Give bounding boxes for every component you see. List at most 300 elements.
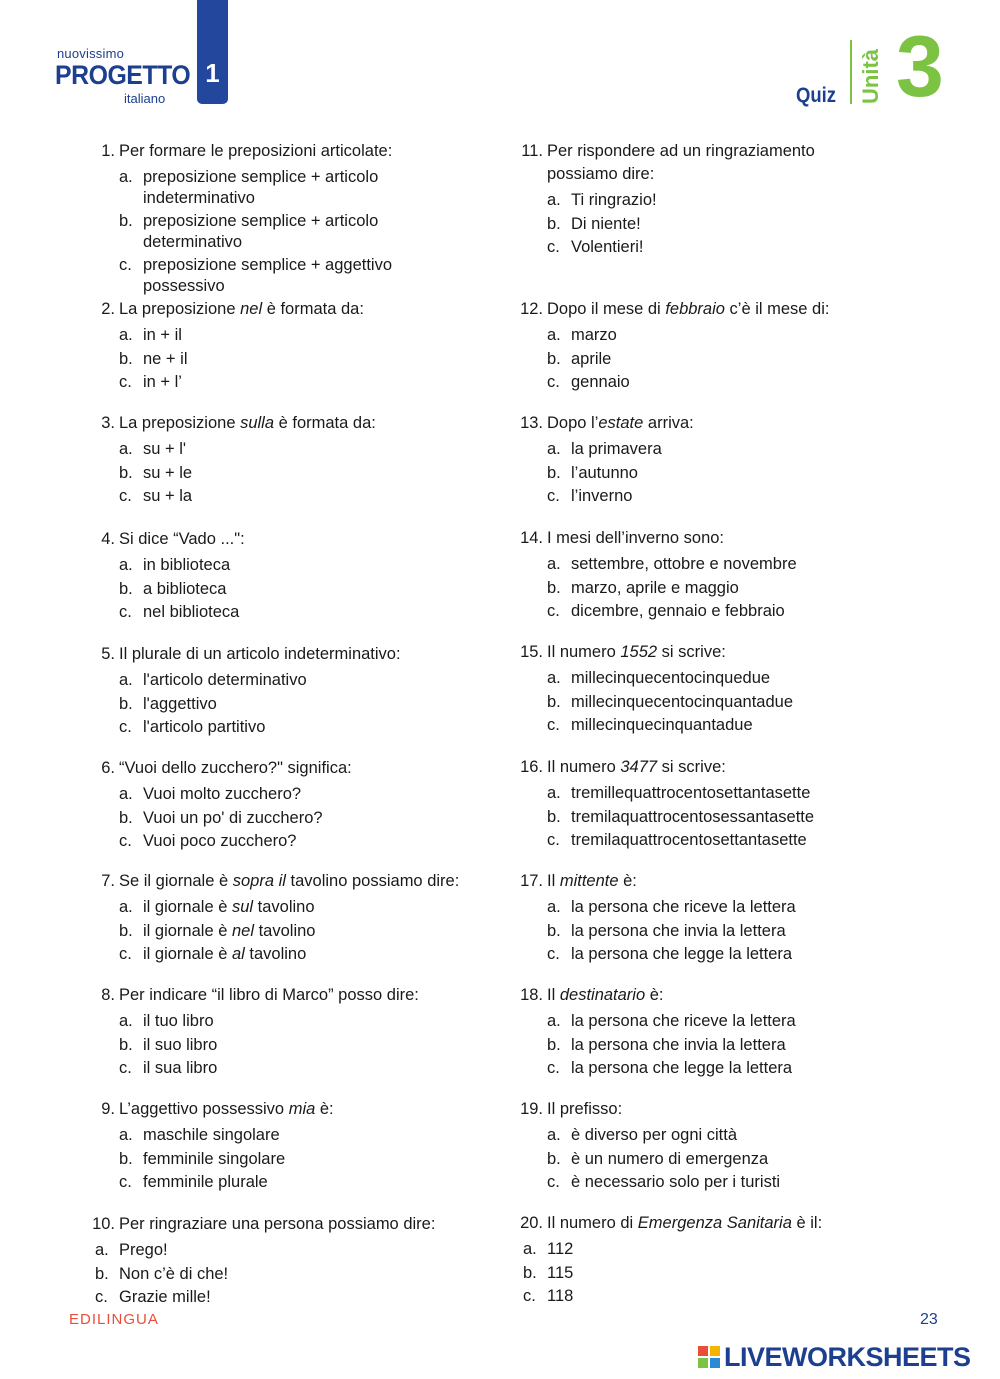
text-run: “Vuoi dello zucchero?" significa: [119,759,352,777]
text-run: il sua libro [143,1059,218,1077]
answer-options [523,783,873,851]
text-run: preposizione semplice + articolo indeterminativo [143,168,379,207]
question-number: 6. [101,759,115,777]
italic-term: febbraio [665,300,725,318]
unit-label: Unità [858,49,883,104]
question-number: 3. [101,414,115,432]
text-run: 118 [547,1287,574,1305]
question-text [95,870,495,893]
text-run: Il [547,872,560,890]
question-7 [95,870,495,968]
question-text [95,1098,475,1121]
question-number: 19. [520,1100,543,1118]
question-text [520,641,873,664]
answer-option[interactable] [95,921,495,942]
text-run: è formata da: [274,414,376,432]
answer-option[interactable] [523,1125,873,1146]
option-letter: b. [547,214,561,233]
answer-options [523,897,873,965]
brand-title: PROGETTO [55,60,191,90]
italic-term: sopra il [232,872,286,890]
answer-option[interactable] [95,808,475,829]
option-letter: a. [119,556,133,574]
option-letter: a. [547,898,561,916]
answer-option[interactable] [95,349,475,370]
text-run: Se il giornale è [119,872,233,890]
text-run: Vuoi poco zucchero? [143,832,297,850]
question-3 [95,412,475,510]
answer-options [95,1011,475,1079]
option-letter: c. [119,945,132,963]
volume-number: 1 [205,58,220,88]
text-run: aprile [571,349,612,368]
answer-option[interactable] [95,944,495,965]
question-11 [523,140,873,261]
answer-option[interactable] [523,1011,873,1032]
answer-option[interactable] [523,692,873,713]
answer-options [523,1011,873,1079]
text-run: l'aggettivo [143,694,217,713]
option-letter: a. [119,1012,133,1030]
option-letter: a. [547,1126,561,1144]
option-letter: c. [547,487,560,505]
text-run: settembre, ottobre e novembre [571,555,797,573]
text-run: La preposizione [119,414,241,432]
question-15 [520,641,873,739]
answer-option[interactable] [523,1058,873,1079]
italic-term: nel [240,300,263,318]
text-run: Il numero [547,643,621,661]
text-run: Vuoi molto zucchero? [143,785,302,803]
question-6 [95,757,475,855]
answer-option[interactable] [523,349,873,370]
answer-option[interactable] [95,372,475,393]
answer-option[interactable] [95,579,475,600]
answer-options [95,439,475,507]
option-letter: a. [119,898,133,916]
text-run: 115 [547,1263,574,1282]
question-number: 20. [520,1214,543,1232]
option-letter: b. [547,921,561,940]
question-text [520,1098,873,1121]
option-letter: c. [119,1059,132,1077]
text-run: I mesi dell’inverno sono: [547,529,725,547]
answer-option[interactable] [95,167,475,208]
option-letter: a. [119,785,133,803]
question-text [92,1213,475,1236]
text-run: La preposizione [119,300,241,318]
text-run: ne + il [143,349,188,368]
question-8 [95,984,475,1082]
question-text [95,984,475,1007]
question-2 [95,298,475,396]
text-run: femminile plurale [143,1173,268,1191]
answer-option[interactable] [523,578,873,599]
option-letter: c. [119,256,132,274]
option-letter: b. [523,1263,537,1282]
option-letter: b. [547,1035,561,1054]
answer-option[interactable] [523,1172,873,1193]
answer-option[interactable] [523,715,873,736]
option-letter: c. [547,602,560,620]
option-letter: c. [547,1173,560,1191]
option-letter: b. [119,349,133,368]
question-number: 7. [101,872,115,890]
text-run: Non c’è di che! [119,1264,229,1283]
italic-term: Emergenza Sanitaria [637,1214,792,1232]
answer-option[interactable] [95,486,475,507]
option-letter: c. [547,831,560,849]
option-letter: c. [547,238,560,256]
question-text [95,140,475,163]
answer-options [95,167,475,296]
text-run: è un numero di emergenza [571,1149,769,1168]
text-run: il tuo libro [143,1012,214,1030]
page-number: 23 [920,1311,938,1328]
text-run: tremillequattrocentosettantasette [571,784,811,802]
answer-option[interactable] [523,1239,873,1260]
answer-option[interactable] [95,1240,475,1261]
text-run: è il: [791,1214,823,1232]
text-run: Per formare le preposizioni articolate: [119,142,393,160]
option-letter: b. [547,463,561,482]
answer-option[interactable] [523,237,873,258]
text-run: è formata da: [262,300,364,318]
option-letter: b. [119,1149,133,1168]
text-run: la persona che invia la lettera [571,1035,786,1054]
text-run: arriva: [643,414,694,432]
question-number: 10. [92,1215,115,1233]
text-run: è diverso per ogni città [571,1126,738,1144]
answer-option[interactable] [523,921,873,942]
question-text [520,412,873,435]
text-run: Ti ringrazio! [571,191,657,209]
question-5 [95,643,475,741]
answer-options [95,897,495,965]
text-run: si scrive: [657,758,726,776]
text-run: in biblioteca [143,556,231,574]
answer-options [95,784,475,852]
text-run: l'articolo determinativo [143,671,307,689]
option-letter: a. [119,1126,133,1144]
text-run: nel biblioteca [143,603,240,621]
answer-option[interactable] [95,1287,475,1308]
text-run: è: [618,872,637,890]
text-run: l’autunno [571,463,638,482]
option-letter: b. [547,692,561,711]
option-letter: b. [547,578,561,597]
italic-term: destinatario [559,986,646,1004]
answer-option[interactable] [95,555,475,576]
answer-options [95,325,475,393]
italic-term: estate [598,414,644,432]
text-run: tavolino possiamo dire: [285,872,460,890]
question-number: 18. [520,986,543,1004]
italic-term: sul [231,898,254,916]
text-run: femminile singolare [143,1149,286,1168]
option-letter: c. [119,487,132,505]
answer-option[interactable] [523,1035,873,1056]
option-letter: a. [547,555,561,573]
option-letter: c. [547,373,560,391]
question-number: 13. [520,414,543,432]
option-letter: a. [523,1240,537,1258]
option-letter: c. [547,945,560,963]
option-letter: a. [547,191,561,209]
text-run: il giornale è [143,945,232,963]
question-text [95,412,475,435]
question-number: 1. [101,142,115,160]
text-run: Il numero [547,758,621,776]
option-letter: c. [547,1059,560,1077]
answer-option[interactable] [95,325,475,346]
answer-option[interactable] [523,1263,873,1284]
option-letter: b. [119,921,133,940]
answer-option[interactable] [95,1058,475,1079]
text-run: dicembre, gennaio e febbraio [571,602,785,620]
question-number: 14. [520,529,543,547]
question-text [520,870,873,893]
text-run: c’è il mese di: [724,300,830,318]
italic-term: nel [231,921,255,940]
option-letter: c. [119,373,132,391]
answer-option[interactable] [523,897,873,918]
answer-option[interactable] [523,439,873,460]
question-18 [520,984,873,1082]
answer-option[interactable] [95,717,475,738]
text-run: la persona che legge la lettera [571,945,793,963]
text-run: la persona che riceve la lettera [571,898,796,916]
brand-small-text: nuovissimo [57,46,125,61]
answer-option[interactable] [523,325,873,346]
text-run: su + l' [143,440,187,458]
question-number: 17. [520,872,543,890]
text-run: Il [547,986,560,1004]
question-number: 11. [521,142,543,160]
question-number: 15. [520,643,543,661]
question-12 [520,298,873,396]
publisher-logo: EDILINGUA [69,1311,159,1328]
option-letter: c. [547,716,560,734]
question-text [520,298,873,321]
answer-option[interactable] [95,831,475,852]
question-text [520,527,873,550]
answer-option[interactable] [95,897,495,918]
answer-option[interactable] [95,463,475,484]
liveworksheets-logo-icon [698,1346,720,1368]
question-text [523,140,873,186]
text-run: su + la [143,487,193,505]
answer-option[interactable] [523,372,873,393]
text-run: la persona che legge la lettera [571,1059,793,1077]
answer-option[interactable] [523,554,873,575]
italic-term: mittente [559,872,619,890]
answer-option[interactable] [95,439,475,460]
option-letter: c. [119,603,132,621]
text-run: il giornale è [143,921,232,940]
answer-option[interactable] [95,1172,475,1193]
italic-term: 1552 [620,643,658,661]
answer-option[interactable] [523,807,873,828]
option-letter: b. [547,349,561,368]
option-letter: b. [119,579,133,598]
answer-options [523,554,873,622]
text-run: la persona che invia la lettera [571,921,786,940]
option-letter: c. [523,1287,536,1305]
question-4 [95,528,475,626]
answer-option[interactable] [95,1264,475,1285]
text-run: Per indicare “il libro di Marco” posso dire: [119,986,419,1004]
option-letter: b. [95,1264,109,1283]
question-number: 12. [520,300,543,318]
option-letter: b. [119,1035,133,1054]
text-run: l'articolo partitivo [143,718,266,736]
question-number: 8. [101,986,115,1004]
answer-option[interactable] [523,1149,873,1170]
question-19 [520,1098,873,1196]
text-run: Dopo il mese di [547,300,666,318]
text-run: tremilaquattrocentosettantasette [571,831,807,849]
question-9 [95,1098,475,1196]
option-letter: b. [119,808,133,827]
option-letter: a. [547,784,561,802]
option-letter: a. [95,1241,109,1259]
answer-option[interactable] [523,486,873,507]
answer-options [523,1239,873,1307]
text-run: Prego! [119,1241,168,1259]
option-letter: c. [119,718,132,736]
question-text [95,757,475,780]
text-run: la persona che riceve la lettera [571,1012,796,1030]
answer-option[interactable] [95,784,475,805]
answer-option[interactable] [523,463,873,484]
answer-option[interactable] [95,1149,475,1170]
text-run: Di niente! [571,214,641,233]
answer-options [95,670,475,738]
text-run: a biblioteca [143,579,227,598]
answer-option[interactable] [523,830,873,851]
text-run: tavolino [254,921,316,940]
option-letter: a. [119,671,133,689]
italic-term: sulla [240,414,275,432]
text-run: Grazie mille! [119,1288,211,1306]
text-run: Vuoi un po' di zucchero? [143,808,323,827]
text-run: millecinquecentocinquedue [571,669,771,687]
answer-options [523,190,873,258]
question-text [95,643,475,666]
watermark-text: LIVEWORKSHEETS [724,1342,971,1372]
answer-options [95,1125,475,1193]
answer-option[interactable] [523,190,873,211]
question-text [95,298,475,321]
answer-option[interactable] [523,214,873,235]
text-run: in + il [143,326,182,344]
answer-option[interactable] [95,602,475,623]
header-divider [850,40,852,104]
text-run: la primavera [571,440,662,458]
answer-option[interactable] [523,944,873,965]
option-letter: a. [119,326,133,344]
question-13 [520,412,873,510]
text-run: Si dice “Vado ...": [119,530,245,548]
question-16 [520,756,873,854]
answer-option[interactable] [95,211,475,252]
section-title: Quiz [796,84,837,107]
text-run: Dopo l’ [547,414,599,432]
text-run: l’inverno [571,487,633,505]
answer-options [523,1125,873,1193]
option-letter: a. [547,326,561,344]
text-run: tremilaquattrocentosessantasette [571,807,815,826]
option-letter: b. [547,807,561,826]
option-letter: b. [547,1149,561,1168]
text-run: marzo, aprile e maggio [571,578,739,597]
question-number: 16. [520,758,543,776]
text-run: è necessario solo per i turisti [571,1173,781,1191]
unit-number: 3 [896,19,944,115]
question-number: 2. [101,300,115,318]
question-17 [520,870,873,968]
text-run: tavolino [244,945,307,963]
text-run: 112 [547,1240,574,1258]
answer-option[interactable] [95,694,475,715]
option-letter: c. [119,1173,132,1191]
text-run: gennaio [571,373,630,391]
text-run: preposizione semplice + articolo determinativo [143,212,379,251]
text-run: tavolino [253,898,315,916]
answer-options [523,439,873,507]
answer-option[interactable] [523,601,873,622]
text-run: Volentieri! [571,238,644,256]
text-run: marzo [571,326,617,344]
text-run: in + l’ [143,373,182,391]
text-run: Il prefisso: [547,1100,623,1118]
text-run: L’aggettivo possessivo [119,1100,289,1118]
answer-option[interactable] [523,783,873,804]
option-letter: c. [119,832,132,850]
option-letter: a. [547,1012,561,1030]
answer-option[interactable] [95,1011,475,1032]
question-number: 9. [101,1100,115,1118]
question-text [520,756,873,779]
question-number: 4. [101,530,115,548]
text-run: Il numero di [547,1214,638,1232]
text-run: Per ringraziare una persona possiamo dire: [119,1215,436,1233]
option-letter: c. [95,1288,108,1306]
question-20 [520,1212,873,1310]
answer-options [95,555,475,623]
text-run: è: [645,986,664,1004]
answer-options [95,1240,475,1308]
text-run: preposizione semplice + aggettivo possessivo [143,256,393,295]
italic-term: al [231,945,245,963]
option-letter: b. [119,212,133,230]
answer-options [523,325,873,393]
answer-option[interactable] [523,1286,873,1307]
answer-option[interactable] [523,668,873,689]
text-run: Per rispondere ad un ringraziamento possiamo dire: [547,142,815,183]
answer-option[interactable] [95,255,475,296]
question-text [520,1212,873,1235]
answer-option[interactable] [95,1125,475,1146]
question-text [95,528,475,551]
text-run: il giornale è [143,898,232,916]
italic-term: 3477 [620,758,658,776]
question-14 [520,527,873,625]
option-letter: a. [547,669,561,687]
answer-option[interactable] [95,670,475,691]
answer-option[interactable] [95,1035,475,1056]
